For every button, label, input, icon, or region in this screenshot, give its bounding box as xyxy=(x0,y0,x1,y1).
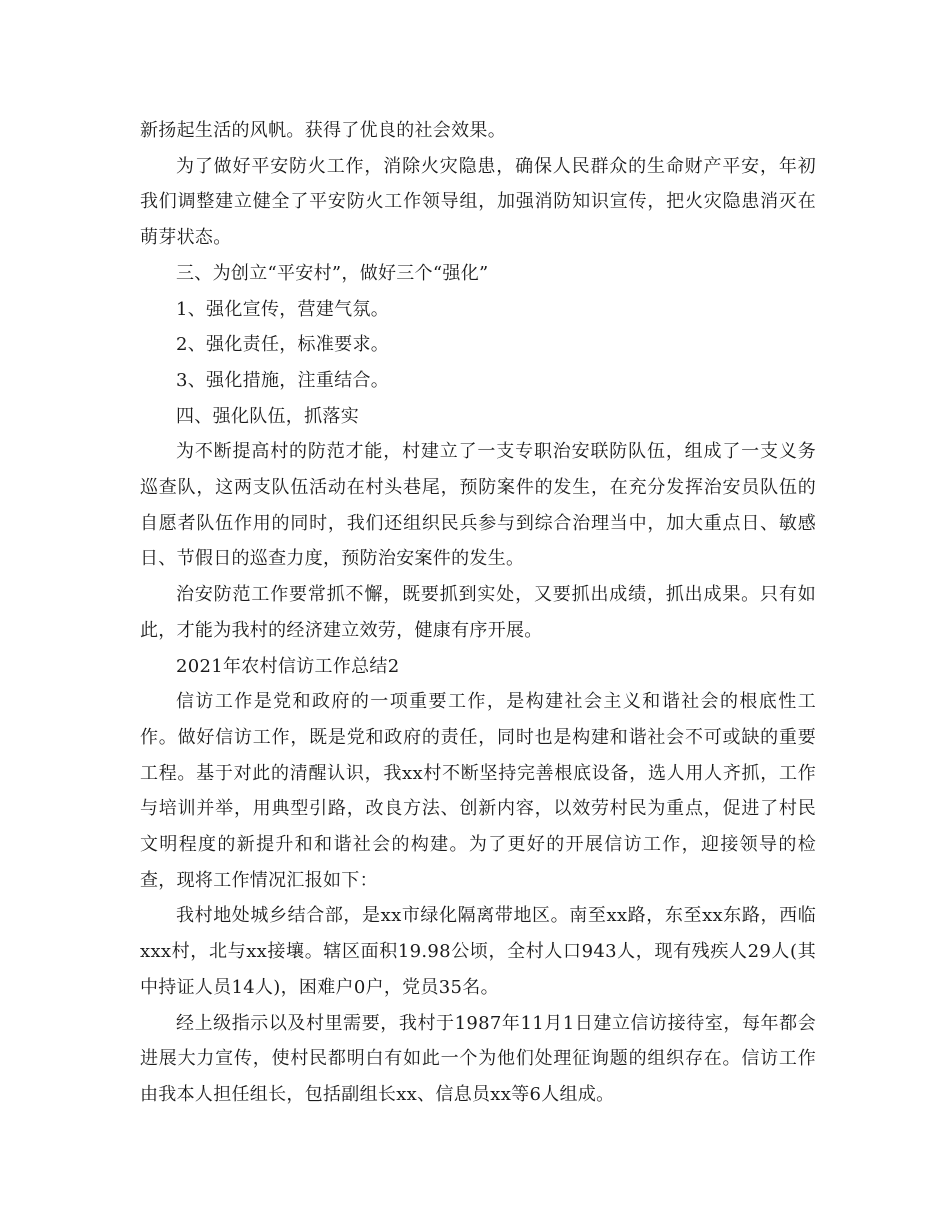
paragraph-9: 治安防范工作要常抓不懈，既要抓到实处，又要抓出成绩，抓出成果。只有如此，才能为我村的经济建立效劳，健康有序开展。 xyxy=(140,584,816,641)
section-heading-4: 四、强化队伍，抓落实 xyxy=(176,405,359,427)
paragraph-2: 为了做好平安防火工作，消除火灾隐患，确保人民群众的生命财产平安，年初我们调整建立健全了平安防火工作领导组，加强消防知识宣传，把火灾隐患消灭在萌芽状态。 xyxy=(140,155,816,249)
paragraph-12: 我村地处城乡结合部，是xx市绿化隔离带地区。南至xx路，东至xx东路，西临xxx村，北与xx接壤。辖区面积19.98公顷，全村人口943人，现有残疾人29人(其中持证人员14人)，困难户0户，党员35名。 xyxy=(140,905,816,998)
section-heading-3: 三、为创立“平安村”，做好三个“强化” xyxy=(176,262,489,284)
paragraph-11: 信访工作是党和政府的一项重要工作，是构建社会主义和谐社会的根底性工作。做好信访工作，既是党和政府的责任，同时也是构建和谐社会不可或缺的重要工程。基于对此的清醒认识，我xx村不断坚持完善根底设备，选人用人齐抓，工作与培训并举，用典型引路，改良方法、创新内容，以效劳村民为重点，促进了村民文明程度的新提升和和谐社会的构建。为了更好的开展信访工作，迎接领导的检查，现将工作情况汇报如下： xyxy=(140,691,816,891)
paragraph-1: 新扬起生活的风帆。获得了优良的社会效果。 xyxy=(140,120,506,141)
paragraph-13: 经上级指示以及村里需要，我村于1987年11月1日建立信访接待室，每年都会进展大力宣传，使村民都明白有如此一个为他们处理征询题的组织存在。信访工作由我本人担任组长，包括副组长xx、信息员xx等6人组成。 xyxy=(140,1012,816,1105)
list-item-2: 2、强化责任，标准要求。 xyxy=(176,334,390,356)
document-body xyxy=(140,113,816,1113)
document-subtitle: 2021年农村信访工作总结2 xyxy=(176,655,400,677)
paragraph-8: 为不断提高村的防范才能，村建立了一支专职治安联防队伍，组成了一支义务巡查队，这两支队伍活动在村头巷尾，预防案件的发生，在充分发挥治安员队伍的自愿者队伍作用的同时，我们还组织民兵参与到综合治理当中，加大重点日、敏感日、节假日的巡查力度，预防治安案件的发生。 xyxy=(140,441,816,570)
list-item-1: 1、强化宣传，营建气氛。 xyxy=(176,298,390,320)
list-item-3: 3、强化措施，注重结合。 xyxy=(176,369,390,391)
